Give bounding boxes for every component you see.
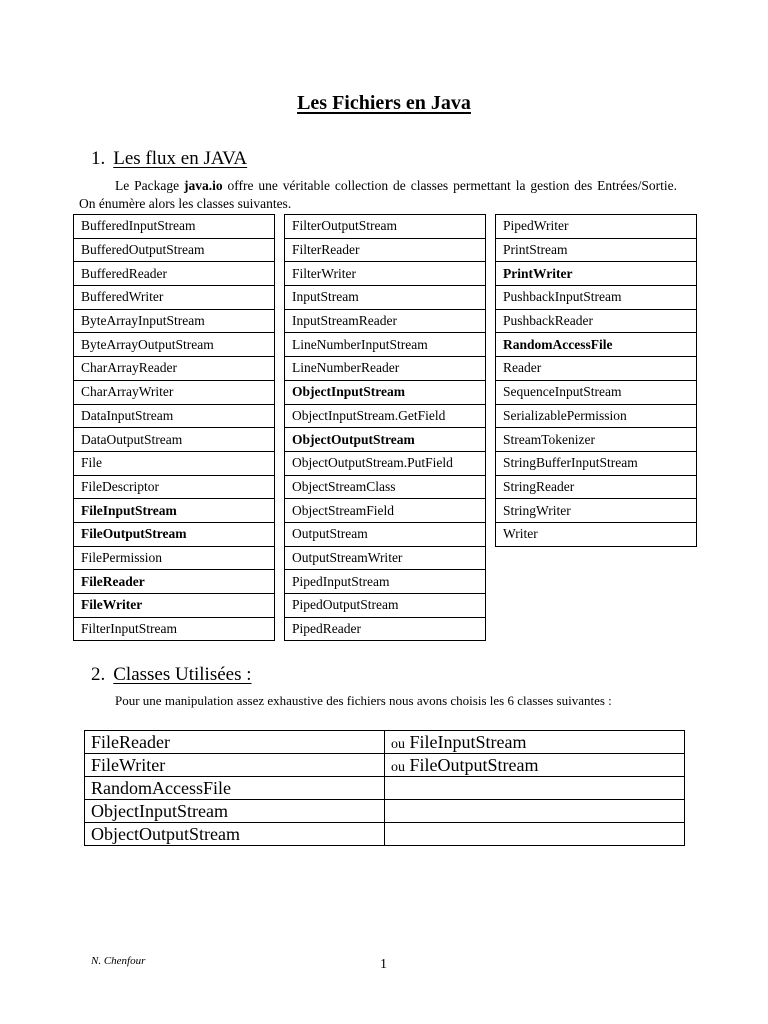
class-name-cell: PrintStream bbox=[496, 238, 697, 262]
table-row bbox=[74, 238, 275, 262]
section-2-title: Classes Utilisées : bbox=[113, 664, 252, 685]
class-name-cell: ByteArrayOutputStream bbox=[74, 333, 275, 357]
table-row bbox=[285, 546, 486, 570]
table-row bbox=[285, 357, 486, 381]
table-row bbox=[74, 309, 275, 333]
class-name-cell: ObjectStreamField bbox=[285, 499, 486, 523]
used-class-cell: ObjectOutputStream bbox=[85, 823, 385, 846]
section-1-heading bbox=[91, 148, 247, 170]
table-row bbox=[74, 262, 275, 286]
table-row bbox=[496, 499, 697, 523]
class-name-cell: StringWriter bbox=[496, 499, 697, 523]
class-name-cell: PipedReader bbox=[285, 617, 486, 641]
class-name-cell: Writer bbox=[496, 522, 697, 546]
table-row bbox=[496, 428, 697, 452]
table-row bbox=[285, 522, 486, 546]
table-row bbox=[285, 215, 486, 239]
table-row bbox=[285, 499, 486, 523]
section-2-heading bbox=[91, 664, 252, 686]
class-name-cell: InputStream bbox=[285, 286, 486, 310]
table-row bbox=[85, 823, 685, 846]
class-name-cell: OutputStreamWriter bbox=[285, 546, 486, 570]
table-row bbox=[85, 731, 685, 754]
table-row bbox=[496, 309, 697, 333]
section-1-title: Les flux en JAVA bbox=[113, 148, 248, 169]
class-name-cell: PipedInputStream bbox=[285, 570, 486, 594]
table-row bbox=[496, 215, 697, 239]
class-name-cell: FilterInputStream bbox=[74, 617, 275, 641]
para-1-text-start: Le Package bbox=[115, 178, 185, 193]
table-row bbox=[496, 380, 697, 404]
table-row bbox=[496, 286, 697, 310]
class-name-cell: OutputStream bbox=[285, 522, 486, 546]
table-row bbox=[285, 380, 486, 404]
alternative-class-cell bbox=[385, 777, 685, 800]
table-row bbox=[74, 357, 275, 381]
classes-table-col-1 bbox=[73, 214, 275, 641]
table-row bbox=[285, 451, 486, 475]
class-name-cell: StreamTokenizer bbox=[496, 428, 697, 452]
class-name-cell: PipedWriter bbox=[496, 215, 697, 239]
table-row bbox=[74, 522, 275, 546]
class-name-cell: CharArrayWriter bbox=[74, 380, 275, 404]
table-row bbox=[285, 594, 486, 618]
used-class-cell: ObjectInputStream bbox=[85, 800, 385, 823]
class-name-cell: StringReader bbox=[496, 475, 697, 499]
table-row bbox=[74, 333, 275, 357]
table-row bbox=[285, 617, 486, 641]
class-name-cell: PrintWriter bbox=[496, 262, 697, 286]
page-title: Les Fichiers en Java bbox=[297, 92, 471, 114]
table-row bbox=[74, 475, 275, 499]
table-row bbox=[74, 594, 275, 618]
table-row bbox=[285, 309, 486, 333]
class-name-cell: FileWriter bbox=[74, 594, 275, 618]
table-row bbox=[285, 570, 486, 594]
class-name-cell: StringBufferInputStream bbox=[496, 451, 697, 475]
class-name-cell: BufferedInputStream bbox=[74, 215, 275, 239]
table-row bbox=[74, 215, 275, 239]
class-name-cell: BufferedOutputStream bbox=[74, 238, 275, 262]
section-1-number: 1. bbox=[91, 148, 106, 169]
class-name-cell: SerializablePermission bbox=[496, 404, 697, 428]
classes-table-col-3 bbox=[495, 214, 697, 547]
class-name-cell: BufferedReader bbox=[74, 262, 275, 286]
alternative-class-cell bbox=[385, 731, 685, 754]
class-name-cell: ObjectInputStream.GetField bbox=[285, 404, 486, 428]
table-row bbox=[285, 262, 486, 286]
class-name-cell: PipedOutputStream bbox=[285, 594, 486, 618]
alternative-class-cell bbox=[385, 800, 685, 823]
table-row bbox=[496, 451, 697, 475]
class-name-cell: File bbox=[74, 451, 275, 475]
table-row bbox=[74, 570, 275, 594]
class-name-cell: ObjectOutputStream bbox=[285, 428, 486, 452]
ou-connector: ou bbox=[391, 759, 405, 775]
class-name-cell: FileDescriptor bbox=[74, 475, 275, 499]
para-1-text-end: offre une véritable collection de classes permettant la gestion des Entrées/Sortie. On énumère alors les classes suivantes. bbox=[79, 178, 677, 211]
table-row bbox=[85, 777, 685, 800]
class-name-cell: PushbackInputStream bbox=[496, 286, 697, 310]
class-name-cell: ByteArrayInputStream bbox=[74, 309, 275, 333]
table-row bbox=[496, 404, 697, 428]
section-2-paragraph bbox=[79, 692, 677, 709]
class-name-cell: FilterReader bbox=[285, 238, 486, 262]
table-row bbox=[285, 404, 486, 428]
package-name: java.io bbox=[184, 178, 223, 193]
used-class-cell: RandomAccessFile bbox=[85, 777, 385, 800]
table-row bbox=[74, 286, 275, 310]
table-row bbox=[285, 475, 486, 499]
page-number: 1 bbox=[380, 957, 387, 972]
table-row bbox=[285, 238, 486, 262]
table-row bbox=[496, 238, 697, 262]
alternative-class-cell bbox=[385, 754, 685, 777]
table-row bbox=[85, 754, 685, 777]
classes-table-col-2 bbox=[284, 214, 486, 641]
footer-author: N. Chenfour bbox=[91, 955, 146, 967]
table-row bbox=[74, 428, 275, 452]
class-name-cell: ObjectInputStream bbox=[285, 380, 486, 404]
class-name-cell: LineNumberInputStream bbox=[285, 333, 486, 357]
table-row bbox=[496, 357, 697, 381]
class-name-cell: BufferedWriter bbox=[74, 286, 275, 310]
class-name-cell: FilterWriter bbox=[285, 262, 486, 286]
alternative-class-name: FileOutputStream bbox=[409, 754, 539, 775]
table-row bbox=[74, 404, 275, 428]
table-row bbox=[496, 522, 697, 546]
class-name-cell: InputStreamReader bbox=[285, 309, 486, 333]
table-row bbox=[285, 286, 486, 310]
table-row bbox=[285, 333, 486, 357]
class-name-cell: RandomAccessFile bbox=[496, 333, 697, 357]
table-row bbox=[74, 380, 275, 404]
class-name-cell: ObjectOutputStream.PutField bbox=[285, 451, 486, 475]
class-name-cell: DataInputStream bbox=[74, 404, 275, 428]
table-row bbox=[285, 428, 486, 452]
alternative-class-name: FileInputStream bbox=[409, 731, 527, 752]
class-name-cell: PushbackReader bbox=[496, 309, 697, 333]
class-name-cell: Reader bbox=[496, 357, 697, 381]
class-name-cell: FileReader bbox=[74, 570, 275, 594]
class-name-cell: LineNumberReader bbox=[285, 357, 486, 381]
used-class-cell: FileWriter bbox=[85, 754, 385, 777]
table-row bbox=[74, 546, 275, 570]
class-name-cell: FilePermission bbox=[74, 546, 275, 570]
used-classes-table bbox=[84, 730, 685, 846]
alternative-class-cell bbox=[385, 823, 685, 846]
table-row bbox=[85, 800, 685, 823]
class-name-cell: FilterOutputStream bbox=[285, 215, 486, 239]
class-name-cell: CharArrayReader bbox=[74, 357, 275, 381]
used-class-cell: FileReader bbox=[85, 731, 385, 754]
class-name-cell: FileOutputStream bbox=[74, 522, 275, 546]
table-row bbox=[74, 617, 275, 641]
class-name-cell: FileInputStream bbox=[74, 499, 275, 523]
class-name-cell: ObjectStreamClass bbox=[285, 475, 486, 499]
para-2-text: Pour une manipulation assez exhaustive des fichiers nous avons choisis les 6 classes suivantes : bbox=[115, 693, 612, 708]
class-name-cell: SequenceInputStream bbox=[496, 380, 697, 404]
class-name-cell: DataOutputStream bbox=[74, 428, 275, 452]
table-row bbox=[496, 262, 697, 286]
section-1-paragraph bbox=[79, 177, 677, 213]
table-row bbox=[74, 499, 275, 523]
section-2-number: 2. bbox=[91, 664, 106, 685]
ou-connector: ou bbox=[391, 736, 405, 752]
table-row bbox=[496, 475, 697, 499]
table-row bbox=[496, 333, 697, 357]
table-row bbox=[74, 451, 275, 475]
